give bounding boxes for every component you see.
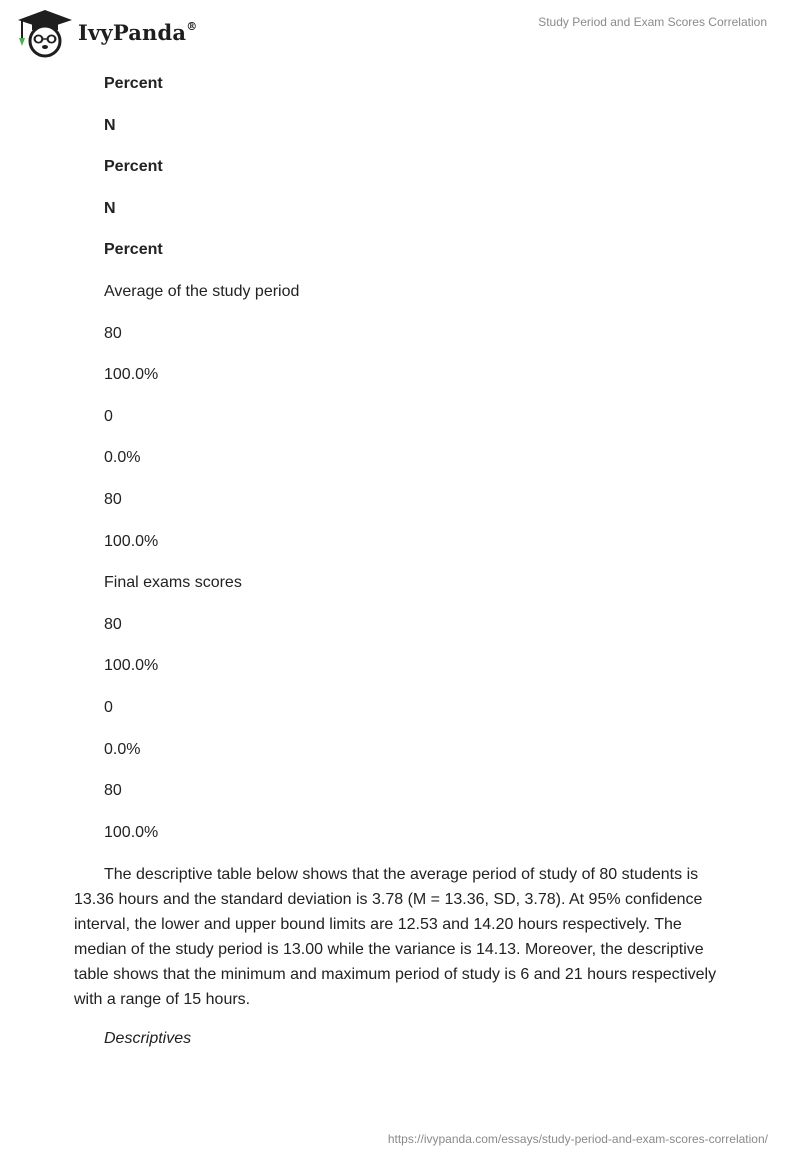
- footer-url[interactable]: https://ivypanda.com/essays/study-period-and-exam-scores-correlation/: [387, 1132, 768, 1146]
- table-cell-line: 80: [104, 782, 122, 800]
- table-cell-line: N: [104, 199, 116, 217]
- table-cell-line: Average of the study period: [104, 283, 300, 300]
- body-paragraph: The descriptive table below shows that the average period of study of 80 students is 13.36 hours and the standard deviation is 3.78 (M = 13.36, SD, 3.78). At 95% confidence interval, the lower and upper bound limits are 12.53 and 14.20 hours respectively. The median of the study period is 13.00 while the variance is 14.13. Moreover, the descriptive table shows that the minimum and maximum period of study is 6 and 21 hours respectively with a range of 15 hours.: [74, 866, 717, 1008]
- table-cell-line: 100.0%: [104, 532, 159, 550]
- table-cell-line: 0.0%: [104, 449, 141, 467]
- document-title: Study Period and Exam Scores Correlation: [538, 15, 767, 29]
- table-cell-line: Final exams scores: [104, 574, 242, 592]
- table-cell-line: 80: [104, 491, 122, 508]
- table-cell-line: 80: [104, 615, 122, 633]
- brand-registered-mark: ®: [186, 20, 198, 33]
- table-cell-line: Percent: [104, 241, 163, 259]
- table-cell-line: 100.0%: [104, 657, 159, 675]
- brand-text: IvyPanda: [78, 20, 187, 45]
- table-cell-line: Percent: [104, 75, 163, 92]
- page-header: [0, 0, 800, 70]
- brand-name[interactable]: [78, 20, 197, 45]
- table-cell-line: 100.0%: [104, 366, 159, 384]
- table-cell-line: 0.0%: [104, 740, 141, 758]
- table-cell-line: N: [104, 116, 116, 134]
- table-cell-line: 0: [104, 699, 113, 716]
- table-cell-line: 100.0%: [104, 823, 159, 841]
- table-cell-line: 0: [104, 407, 113, 425]
- ivypanda-logo-icon[interactable]: [14, 8, 76, 58]
- table-cell-line: Percent: [104, 158, 163, 176]
- section-heading: Descriptives: [104, 1030, 192, 1047]
- table-cell-line: 80: [104, 324, 122, 342]
